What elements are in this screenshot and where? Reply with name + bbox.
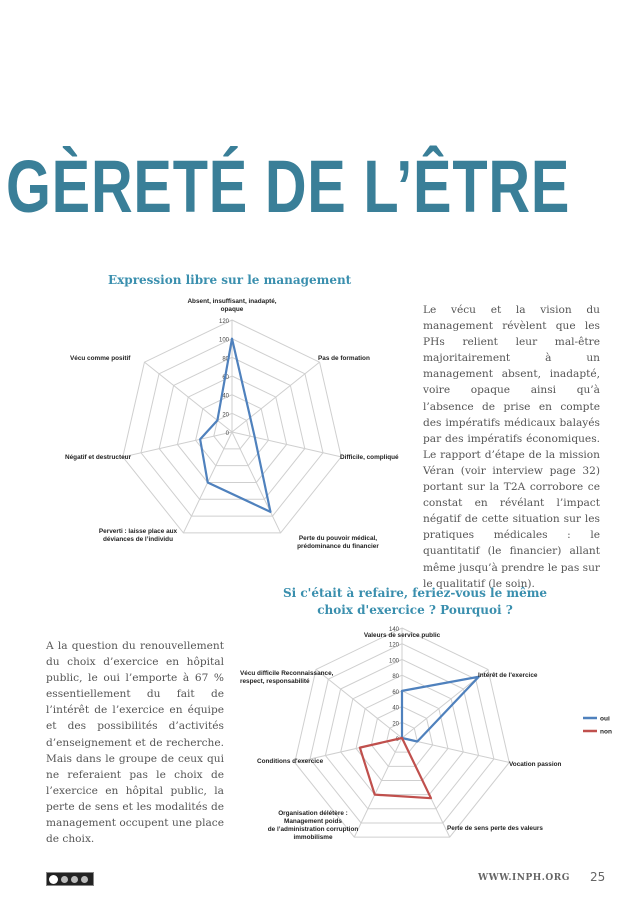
- nc-icon: [71, 876, 78, 883]
- radial-tick-label: 80: [392, 674, 399, 681]
- cc-icon: [49, 875, 58, 884]
- page-headline: GÈRETÉ DE L’ÊTRE: [6, 145, 571, 228]
- radial-tick-label: 60: [222, 375, 229, 381]
- category-label: Perte de sens perte des valeurs: [447, 825, 543, 832]
- radial-tick-label: 0: [225, 431, 229, 437]
- category-label: Perverti : laisse place aux déviances de l’individu: [98, 528, 178, 543]
- category-label: Difficile, compliqué: [340, 454, 399, 461]
- by-icon: [61, 876, 68, 883]
- category-label: Valeurs de service public: [363, 632, 441, 639]
- page-number: 25: [590, 870, 606, 884]
- radial-tick-label: 120: [388, 642, 399, 649]
- radial-tick-label: 80: [222, 356, 229, 363]
- creative-commons-badge: [46, 872, 94, 886]
- radial-tick-label: 40: [222, 393, 229, 400]
- radial-tick-label: 40: [392, 705, 399, 712]
- category-label: Négatif et destructeur: [65, 454, 132, 461]
- chart2-title: Si c'était à refaire, feriez-vous le même choix d'exercice ? Pourquoi ?: [282, 586, 548, 617]
- radial-tick-label: 140: [388, 627, 399, 633]
- radial-tick-label: 20: [392, 721, 399, 728]
- category-label: Conditions d'exercice: [257, 758, 324, 765]
- category-label: Organisation délétère : Management poids de l’administration corruption immobilisme: [267, 810, 359, 841]
- paragraph-renouvellement: A la question du renouvellement du choix d’exercice en hôpital public, le oui l’emporte à 67 % essentiellement du fait de l’intérêt de l’exercice en équipe et des possibilités d’activités d’enseignement et de recherche. Mais dans le groupe de ceux qui ne referaient pas le choix de l’exercice en hôpital public, la perte de sens et les modalités de management occupent une place de choix.: [46, 640, 224, 846]
- legend-label: non: [600, 728, 612, 736]
- category-label: Absent, insuffisant, inadapté, opaque: [187, 298, 277, 313]
- nd-icon: [81, 876, 88, 883]
- footer-url: WWW.INPH.ORG: [478, 873, 570, 883]
- radial-tick-label: 20: [222, 412, 229, 419]
- category-label: Perte du pouvoir médical, prédominance du financier: [297, 535, 379, 550]
- radial-tick-label: 100: [218, 337, 229, 344]
- radial-tick-label: 0: [395, 737, 399, 743]
- category-label: Intérêt de l'exercice: [478, 672, 538, 679]
- legend-label: oui: [600, 715, 610, 723]
- radial-tick-label: 60: [392, 689, 399, 696]
- category-label: Vécu difficile Reconnaissance, respect, responsabilité: [240, 670, 334, 685]
- category-label: Pas de formation: [318, 355, 370, 362]
- category-label: Vécu comme positif: [70, 355, 131, 362]
- radial-tick-label: 120: [218, 319, 229, 325]
- chart1-title: Expression libre sur le management: [108, 273, 352, 287]
- radial-tick-label: 100: [388, 658, 399, 665]
- paragraph-management: Le vécu et la vision du management révèlent que les PHs relient leur mal-être majoritairement à un management absent, inadapté, voire opaque ainsi qu’à l’absence de prise en compte des impératifs médicaux balayés par des impératifs économiques. Le rapport d’étape de la mission Véran (voir interview page 32) portant sur la T2A corrobore ce constat en révélant l’impact négatif de cette situation sur les pratiques médicales : le quantitatif (le financier) allant même jusqu’à prendre le pas sur le qualitatif (le soin).: [423, 304, 600, 590]
- category-label: Vocation passion: [509, 761, 562, 768]
